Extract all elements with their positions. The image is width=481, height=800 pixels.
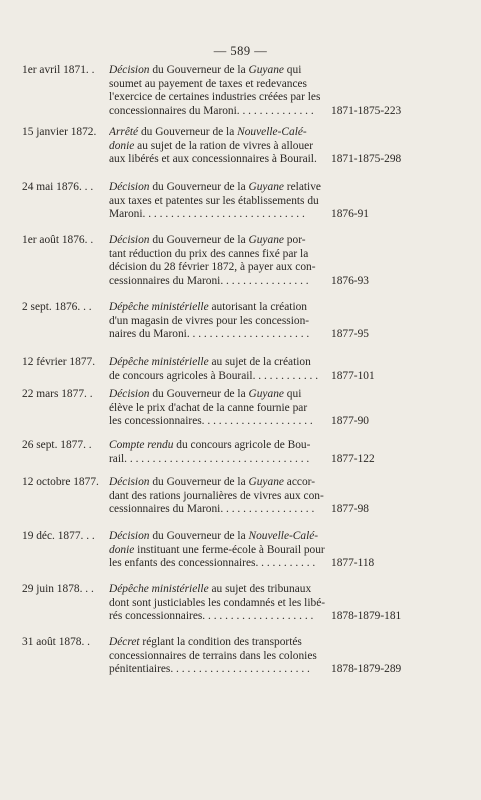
- entry-line: rail. . . . . . . . . . . . . . . . . . . . . . . . . . . . . . . . .: [109, 452, 310, 465]
- entry-line: de concours agricoles à Bourail. . . . . . . . . . . .: [109, 369, 319, 382]
- entry-line: Dépêche ministérielle au sujet de la création: [109, 356, 311, 368]
- entry-line: Maroni. . . . . . . . . . . . . . . . . . . . . . . . . . . . .: [109, 208, 305, 221]
- entry-line: les enfants des concessionnaires. . . . . . . . . . .: [109, 557, 316, 570]
- entry-line: concessionnaires de terrains dans les colonies: [109, 649, 317, 662]
- entry-line: concessionnaires du Maroni. . . . . . . . . . . . . .: [109, 104, 314, 117]
- entry-line: l'exercice de certaines industries créées par les: [109, 91, 321, 104]
- entry-date: 2 sept. 1876. . .: [22, 301, 92, 313]
- entry-reference: 1876-93: [331, 274, 369, 287]
- entry-text: [109, 476, 327, 517]
- entry-date: 24 mai 1876. . .: [22, 181, 94, 193]
- entry-line: Décision du Gouverneur de la Guyane qui: [109, 64, 302, 76]
- entry-reference: 1877-98: [331, 503, 369, 516]
- entry-text: [109, 234, 327, 288]
- entry-line: cessionnaires du Maroni. . . . . . . . . . . . . . . .: [109, 274, 309, 287]
- entry-line: Décision du Gouverneur de la Guyane accor-: [109, 476, 316, 488]
- entry-date: 29 juin 1878. . .: [22, 583, 94, 595]
- entry-date: 12 octobre 1877.: [22, 476, 99, 488]
- entry-text: [109, 126, 327, 167]
- entry-line: naires du Maroni. . . . . . . . . . . . . . . . . . . . . .: [109, 328, 310, 341]
- entry-line: les concessionnaires. . . . . . . . . . . . . . . . . . . .: [109, 415, 313, 428]
- entry-reference: 1871-1875-298: [331, 153, 402, 166]
- entry-line: élève le prix d'achat de la canne fournie par: [109, 401, 308, 414]
- entry-line: dant des rations journalières de vivres aux con-: [109, 489, 324, 502]
- entry-line: aux libérés et aux concessionnaires à Bourail.: [109, 153, 317, 166]
- entry-line: Dépêche ministérielle au sujet des tribunaux: [109, 583, 312, 595]
- entry-reference: 1877-122: [331, 452, 375, 465]
- entry-line: Décision du Gouverneur de la Guyane relative: [109, 181, 321, 193]
- entry-date: 1er avril 1871. .: [22, 64, 95, 76]
- entry-text: [109, 181, 327, 222]
- entry-line: décision du 28 février 1872, à payer aux con-: [109, 261, 316, 274]
- entry-text: [109, 388, 327, 429]
- entry-line: Décision du Gouverneur de la Guyane qui: [109, 388, 302, 400]
- entry-line: Décision du Gouverneur de la Guyane por-: [109, 234, 306, 246]
- entry-date: 22 mars 1877. .: [22, 388, 93, 400]
- entry-reference: 1876-91: [331, 208, 369, 221]
- entry-text: [109, 64, 327, 118]
- entry-line: donie au sujet de la ration de vivres à allouer: [109, 139, 314, 152]
- entry-line: Arrêté du Gouverneur de la Nouvelle-Calé-: [109, 126, 307, 138]
- entry-reference: 1871-1875-223: [331, 104, 402, 117]
- entry-text: [109, 301, 327, 342]
- entry-date: 31 août 1878. .: [22, 636, 91, 648]
- entry-reference: 1877-95: [331, 328, 369, 341]
- entry-line: soumet au payement de taxes et redevances: [109, 77, 307, 90]
- entry-date: 12 février 1877.: [22, 356, 96, 368]
- entry-line: Décision du Gouverneur de la Nouvelle-Calé-: [109, 530, 319, 542]
- entry-line: donie instituant une ferme-école à Bourail pour: [109, 543, 325, 556]
- entry-reference: 1877-90: [331, 415, 369, 428]
- entry-line: cessionnaires du Maroni. . . . . . . . . . . . . . . . .: [109, 503, 315, 516]
- entry-line: Compte rendu du concours agricole de Bou-: [109, 439, 311, 451]
- entry-text: [109, 583, 327, 624]
- entry-line: tant réduction du prix des cannes fixé par la: [109, 247, 309, 260]
- entry-date: 26 sept. 1877. .: [22, 439, 92, 451]
- entry-reference: 1878-1879-181: [331, 610, 402, 623]
- entry-line: rés concessionnaires. . . . . . . . . . . . . . . . . . . .: [109, 610, 314, 623]
- entry-date: 1er août 1876. .: [22, 234, 94, 246]
- entry-line: Décret réglant la condition des transportés: [109, 636, 302, 648]
- entry-line: aux taxes et patentes sur les établissements du: [109, 194, 319, 207]
- entry-line: d'un magasin de vivres pour les concession-: [109, 314, 310, 327]
- entry-line: pénitentiaires. . . . . . . . . . . . . . . . . . . . . . . . .: [109, 663, 310, 676]
- entry-line: dont sont justiciables les condamnés et les libé-: [109, 596, 326, 609]
- entry-text: [109, 530, 327, 571]
- entry-line: Dépêche ministérielle autorisant la création: [109, 301, 308, 313]
- entry-reference: 1877-118: [331, 557, 375, 570]
- entry-reference: 1877-101: [331, 369, 375, 382]
- entry-reference: 1878-1879-289: [331, 663, 402, 676]
- entry-text: [109, 356, 327, 383]
- entry-text: [109, 636, 327, 677]
- entry-text: [109, 439, 327, 466]
- page-number: — 589 —: [213, 44, 268, 58]
- entry-date: 19 déc. 1877. . .: [22, 530, 95, 542]
- entry-date: 15 janvier 1872.: [22, 126, 97, 138]
